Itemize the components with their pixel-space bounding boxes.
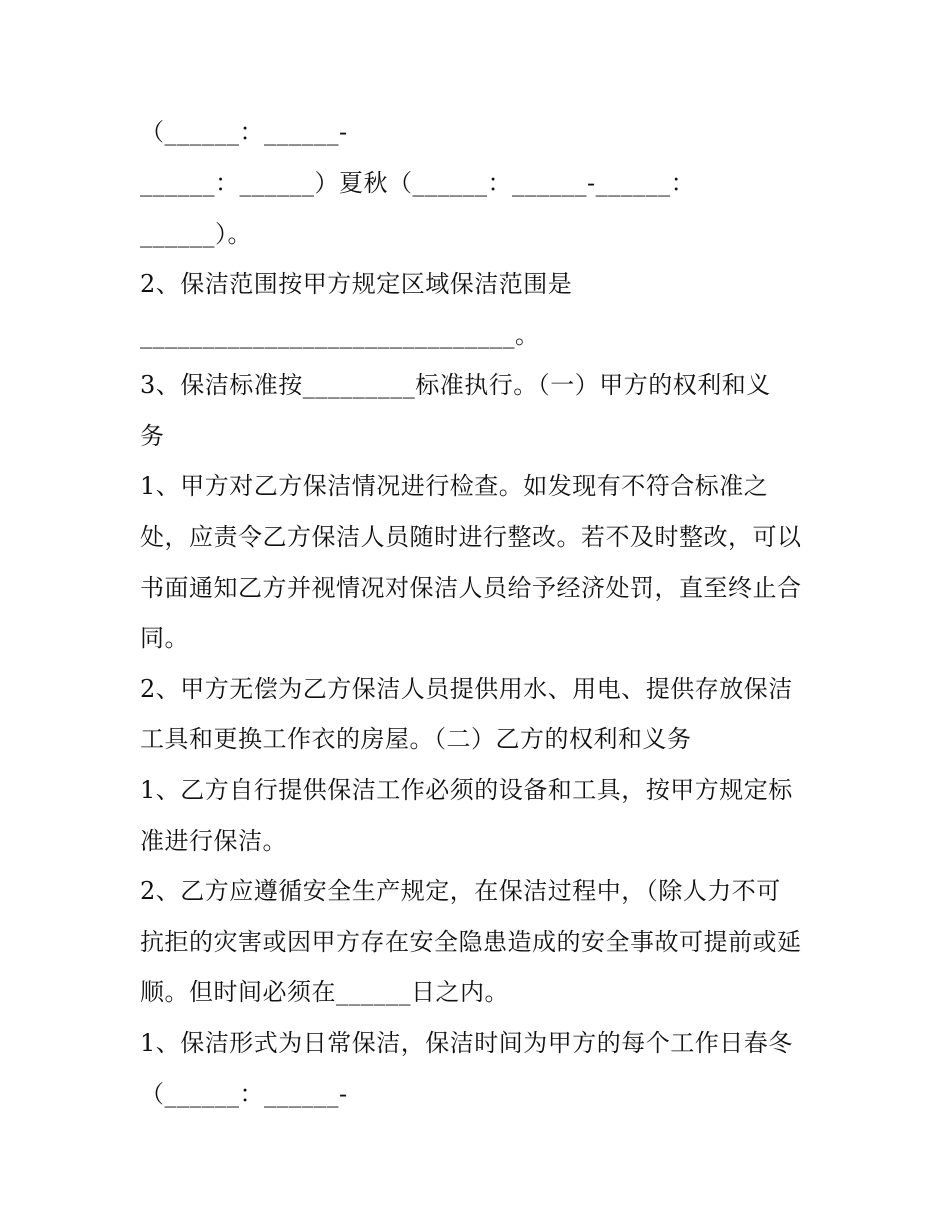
text-line: 准进行保洁。: [140, 827, 287, 855]
text-line: 务: [140, 422, 165, 450]
text-line: 1、甲方对乙方保洁情况进行检查。如发现有不符合标准之: [140, 472, 769, 500]
text-line: ______：______）夏秋（______：______-______：: [140, 169, 696, 197]
text-line: 1、乙方自行提供保洁工作必须的设备和工具，按甲方规定标: [140, 776, 793, 804]
text-line: ______）。: [140, 220, 252, 248]
text-line: 工具和更换工作衣的房屋。（二）乙方的权利和义务: [140, 725, 692, 753]
text-line: 处，应责令乙方保洁人员随时进行整改。若不及时整改，可以: [140, 523, 802, 551]
text-line: 3、保洁标准按_________标准执行。（一）甲方的权利和义: [140, 371, 771, 399]
text-line: （______：______-: [140, 118, 348, 146]
text-line: 书面通知乙方并视情况对保洁人员给予经济处罚，直至终止合: [140, 574, 802, 602]
text-line: 2、乙方应遵循安全生产规定，在保洁过程中，（除人力不可: [140, 877, 781, 905]
text-line: 顺。但时间必须在______日之内。: [140, 978, 509, 1006]
text-line: 1、保洁形式为日常保洁，保洁时间为甲方的每个工作日春冬: [140, 1029, 793, 1057]
text-line: ______________________________。: [140, 321, 540, 349]
text-line: 同。: [140, 624, 189, 652]
text-line: 2、保洁范围按甲方规定区域保洁范围是: [140, 270, 573, 298]
text-line: 2、甲方无偿为乙方保洁人员提供用水、用电、提供存放保洁: [140, 675, 793, 703]
text-line: （______：______-: [140, 1080, 348, 1108]
text-line: 抗拒的灾害或因甲方存在安全隐患造成的安全事故可提前或延: [140, 928, 802, 956]
